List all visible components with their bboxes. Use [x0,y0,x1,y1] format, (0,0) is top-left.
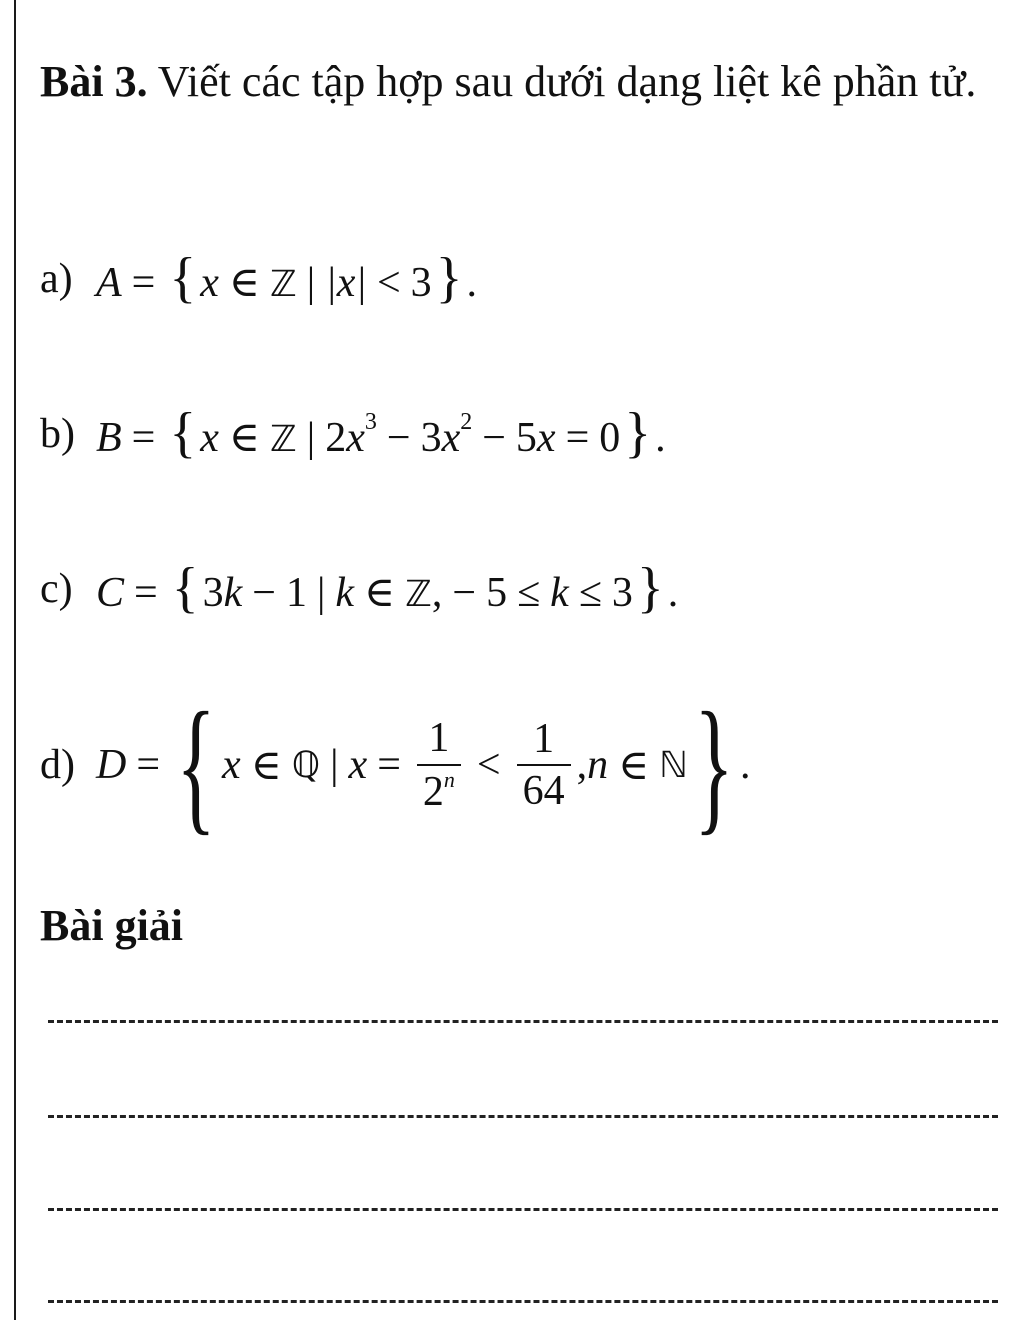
problem-d-label: d) [40,742,75,788]
problem-a-label: a) [40,255,73,302]
exercise-instruction: Viết các tập hợp sau dưới dạng liệt kê phần tử. [157,57,977,106]
problem-a-formula: A = {x ∈ ℤ | |x| < 3}. [96,247,478,309]
page-margin-line [14,0,16,1320]
solution-title: Bài giải [40,901,184,950]
answer-line [48,1115,998,1118]
problem-d-formula: D = { x ∈ ℚ | x = $\frac{1}{2^n}$ < $\frac{1}{64}$ , n ∈ ℕ } . [96,682,751,848]
fraction-one-over-sixty-four: $\frac{1}{64}$ [517,716,571,814]
problem-a [40,247,478,309]
problem-b-formula: B = {x ∈ ℤ | $2x^3 - 3x^2 - 5x = 0$}. [96,402,666,464]
problem-c-formula: C = {3k − 1 | k ∈ ℤ, − 5 ≤ k ≤ 3}. [96,557,679,619]
exercise-number: Bài 3. [40,57,148,106]
problem-b-label: b) [40,410,75,457]
fraction-one-over-two-pow-n: $\frac{1}{2^n}$ [417,715,461,814]
problem-c-label: c) [40,565,73,612]
problem-d [40,682,751,848]
answer-line [48,1300,998,1303]
answer-line [48,1020,998,1023]
problem-b [40,402,666,464]
exercise-heading [40,48,1000,116]
problem-c [40,557,679,619]
answer-line [48,1208,998,1211]
